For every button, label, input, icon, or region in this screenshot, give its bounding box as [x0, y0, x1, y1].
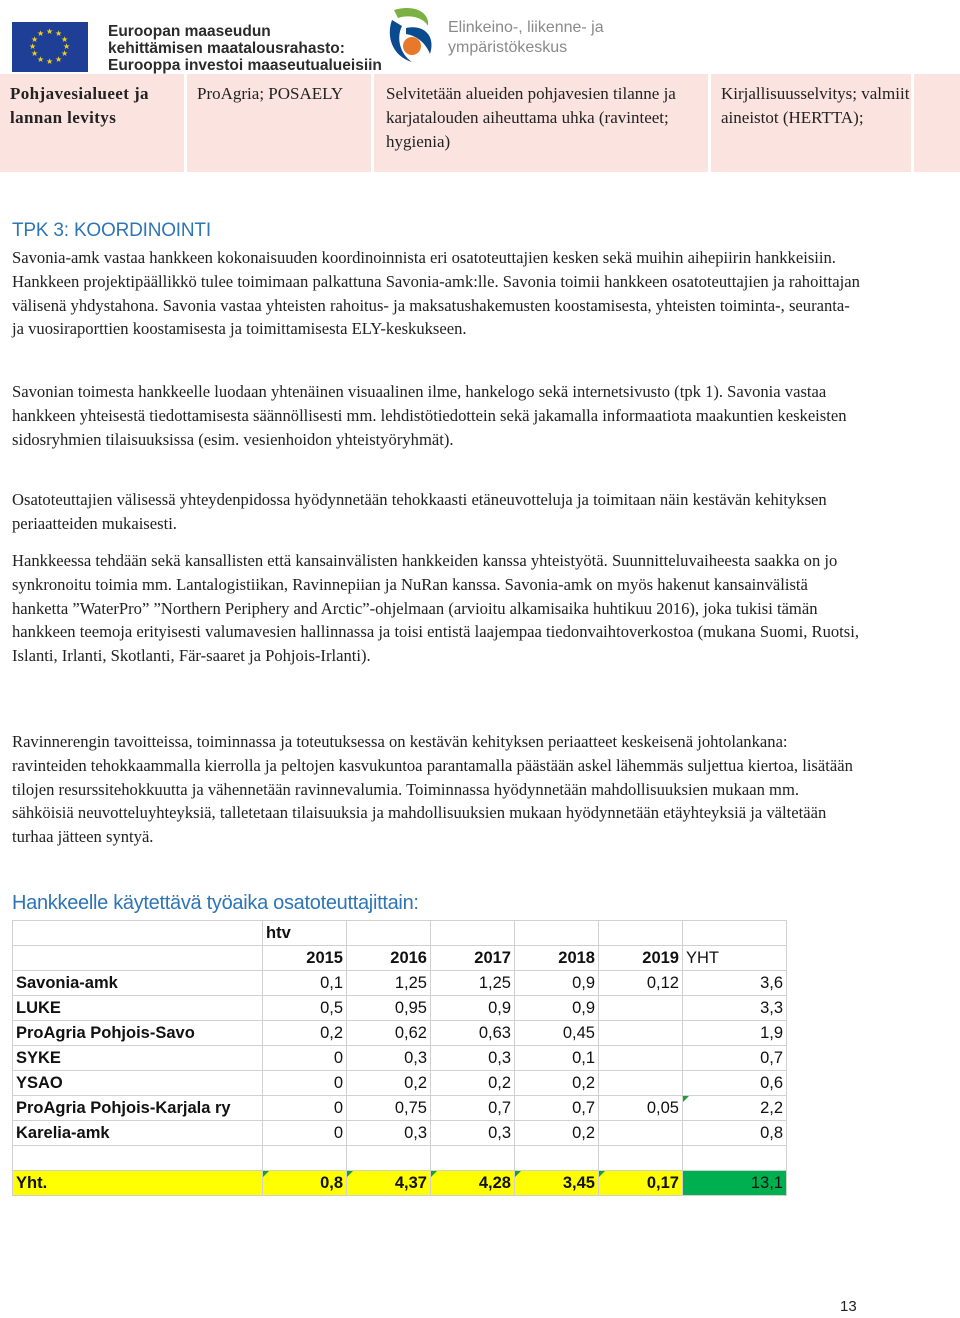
eu-text-line-2: kehittämisen maatalousrahasto: — [108, 40, 345, 57]
row-value-cell: 0,63 — [431, 1021, 515, 1046]
eu-text-line-3: Eurooppa investoi maaseutualueisiin — [108, 57, 382, 74]
eu-logo — [12, 22, 382, 74]
ely-text-line-1: Elinkeino-, liikenne- ja — [448, 19, 604, 36]
ely-emblem-icon — [384, 4, 440, 66]
row-name: SYKE — [13, 1046, 263, 1071]
row-name: Karelia-amk — [13, 1121, 263, 1146]
paragraph-5: Ravinnerengin tavoitteissa, toiminnassa ja toteutuksessa on kestävän kehityksen periaatteet keskeisenä johtolankana: ravinteiden tehokkaammalla kierrolla ja peltojen kasvukuntoa parantamalla päästään askel lähemmäs suljettua kiertoa, lisätään tilojen resurssitehokkuutta ja vähennetään ravinnevalumia. Toiminnassa hyödynnetään mahdollisuuksien mukaan mm. sähköisiä neuvotteluyhteyksiä, talletetaan tilaisuuksia ja mahdollisuuksien mukaan hyödynnetään etäyhteyksiä ja vältetään turhaa jätteen syntyä. — [12, 732, 853, 847]
row-value-cell — [599, 1071, 683, 1096]
row-value-cell: 0 — [263, 1096, 347, 1121]
row-total-cell: 0,7 — [683, 1046, 787, 1071]
section-title-coordination: TPK 3: KOORDINOINTI — [12, 220, 211, 241]
row-total-cell: 3,3 — [683, 996, 787, 1021]
ely-text-line-2: ympäristökeskus — [448, 39, 568, 56]
header-cell-topic: Pohjavesialueet ja lannan levitys — [0, 74, 184, 172]
row-value-cell: 0,2 — [515, 1121, 599, 1146]
row-name: ProAgria Pohjois-Karjala ry — [13, 1096, 263, 1121]
total-row-label: Yht. — [13, 1171, 263, 1196]
row-value-cell: 0,7 — [515, 1096, 599, 1121]
table-row — [13, 971, 787, 996]
year-header: 2018 — [515, 946, 599, 971]
total-cell: 3,45 — [515, 1171, 599, 1196]
table-row — [13, 1046, 787, 1071]
eu-flag-icon: ★ ★ ★ ★ ★ ★ ★ ★ ★ ★ ★ ★ — [12, 22, 88, 72]
section-title-worktime: Hankkeelle käytettävä työaika osatoteuttajittain: — [12, 892, 419, 914]
row-name: ProAgria Pohjois-Savo — [13, 1021, 263, 1046]
eu-logo-text — [108, 23, 382, 74]
header-cell-method: Kirjallisuusselvitys; valmiit aineistot (HERTTA); — [711, 74, 911, 172]
row-value-cell: 0,75 — [347, 1096, 431, 1121]
row-value-cell: 1,25 — [431, 971, 515, 996]
row-value-cell — [599, 1046, 683, 1071]
row-name: YSAO — [13, 1071, 263, 1096]
year-header: 2016 — [347, 946, 431, 971]
grand-total-cell: 13,1 — [683, 1171, 787, 1196]
paragraph-2: Savonian toimesta hankkeelle luodaan yhtenäinen visuaalinen ilme, hankelogo sekä internetsivusto (tpk 1). Savonia vastaa hankkeen yhteisestä tiedottamisesta säännöllisesti mm. lehdistötiedottein sekä jakamalla informaatiota maakuntien keskeisten sidosryhmien tilaisuuksissa (esim. vesienhoidon yhteistyöryhmät). — [12, 382, 847, 449]
row-value-cell: 0,3 — [431, 1121, 515, 1146]
row-value-cell: 0,5 — [263, 996, 347, 1021]
table-row — [13, 1021, 787, 1046]
row-name: LUKE — [13, 996, 263, 1021]
row-name: Savonia-amk — [13, 971, 263, 996]
table-row — [13, 1121, 787, 1146]
total-cell: 0,17 — [599, 1171, 683, 1196]
row-value-cell — [599, 1021, 683, 1046]
row-value-cell: 0,3 — [347, 1121, 431, 1146]
paragraph-3: Osatoteuttajien välisessä yhteydenpidossa hyödynnetään tehokkaasti etäneuvotteluja ja toimitaan näin kestävän kehityksen periaatteiden mukaisesti. — [12, 490, 827, 533]
table-total-row — [13, 1171, 787, 1196]
header-cell-empty — [914, 74, 960, 172]
row-value-cell: 0 — [263, 1046, 347, 1071]
total-cell: 4,28 — [431, 1171, 515, 1196]
page-number: 13 — [840, 1298, 857, 1315]
table-row — [13, 1096, 787, 1121]
header-cell-actor: ProAgria; POSAELY — [187, 74, 371, 172]
row-value-cell: 0,7 — [431, 1096, 515, 1121]
row-value-cell: 0,3 — [431, 1046, 515, 1071]
row-total-cell: 2,2 — [683, 1096, 787, 1121]
row-total-cell: 1,9 — [683, 1021, 787, 1046]
header-table-row — [0, 74, 960, 172]
table-spacer-row — [13, 1146, 787, 1171]
eu-text-line-1: Euroopan maaseudun — [108, 23, 271, 40]
row-value-cell: 0 — [263, 1071, 347, 1096]
year-header: 2015 — [263, 946, 347, 971]
ely-logo — [384, 4, 604, 66]
row-value-cell: 0 — [263, 1121, 347, 1146]
row-value-cell: 0,3 — [347, 1046, 431, 1071]
header-cell-description: Selvitetään alueiden pohjavesien tilanne ja karjatalouden aiheuttama uhka (ravinteet; hygienia) — [374, 74, 708, 172]
row-value-cell: 0,12 — [599, 971, 683, 996]
year-header: 2017 — [431, 946, 515, 971]
row-value-cell — [599, 996, 683, 1021]
table-row — [13, 1071, 787, 1096]
row-total-cell: 0,8 — [683, 1121, 787, 1146]
row-value-cell: 0,9 — [515, 996, 599, 1021]
total-cell: 0,8 — [263, 1171, 347, 1196]
table-row — [13, 996, 787, 1021]
row-total-cell: 3,6 — [683, 971, 787, 996]
row-value-cell: 0,62 — [347, 1021, 431, 1046]
row-value-cell: 0,9 — [431, 996, 515, 1021]
total-cell: 4,37 — [347, 1171, 431, 1196]
row-value-cell: 0,2 — [263, 1021, 347, 1046]
table-header-row — [13, 946, 787, 971]
row-value-cell: 0,9 — [515, 971, 599, 996]
unit-label: htv — [263, 921, 347, 946]
row-value-cell: 1,25 — [347, 971, 431, 996]
table-unit-row — [13, 921, 787, 946]
year-header: 2019 — [599, 946, 683, 971]
row-value-cell: 0,2 — [431, 1071, 515, 1096]
worktime-table — [12, 920, 787, 1196]
paragraph-4: Hankkeessa tehdään sekä kansallisten että kansainvälisten hankkeiden kanssa yhteistyötä. Suunnitteluvaiheesta saakka on jo synkronoitu toimia mm. Lantalogistiikan, Ravinnepiian ja NuRan kanssa. Savonia-amk on myös hakenut kansainvälistä hanketta ”WaterPro” ”Northern Periphery and Arctic”-ohjelmaan (arvioitu alkamisaika huhtikuu 2016), joka tukisi tämän hankkeen teemoja erityisesti valumavesien hallinnassa ja toisi entistä laajempaa tiedonvaihtoverkostoa (mukana Suomi, Ruotsi, Islanti, Irlanti, Skotlanti, Fär-saaret ja Pohjois-Irlanti). — [12, 551, 859, 666]
row-value-cell: 0,2 — [515, 1071, 599, 1096]
ely-logo-text — [448, 18, 604, 58]
row-value-cell: 0,1 — [263, 971, 347, 996]
row-value-cell: 0,45 — [515, 1021, 599, 1046]
row-value-cell: 0,2 — [347, 1071, 431, 1096]
total-header: YHT — [683, 946, 787, 971]
paragraph-1: Savonia-amk vastaa hankkeen kokonaisuuden koordinoinnista eri osatoteuttajien kesken sekä muihin aihepiirin hankkeisiin. Hankkeen projektipäällikkö tulee toimimaan palkattuna Savonia-amk:lle. Savonia toimii hankkeen osatoteuttajien ja rahoittajan välisenä yhdystahona. Savonia vastaa yhteisten rahoitus- ja maksatushakemusten koostamisesta, yhteisten toiminta-, seuranta- ja vuosiraporttien koostamisesta ja toimittamisesta ELY-keskukseen. — [12, 248, 860, 339]
row-value-cell — [599, 1121, 683, 1146]
row-value-cell: 0,1 — [515, 1046, 599, 1071]
row-value-cell: 0,95 — [347, 996, 431, 1021]
row-value-cell: 0,05 — [599, 1096, 683, 1121]
row-total-cell: 0,6 — [683, 1071, 787, 1096]
